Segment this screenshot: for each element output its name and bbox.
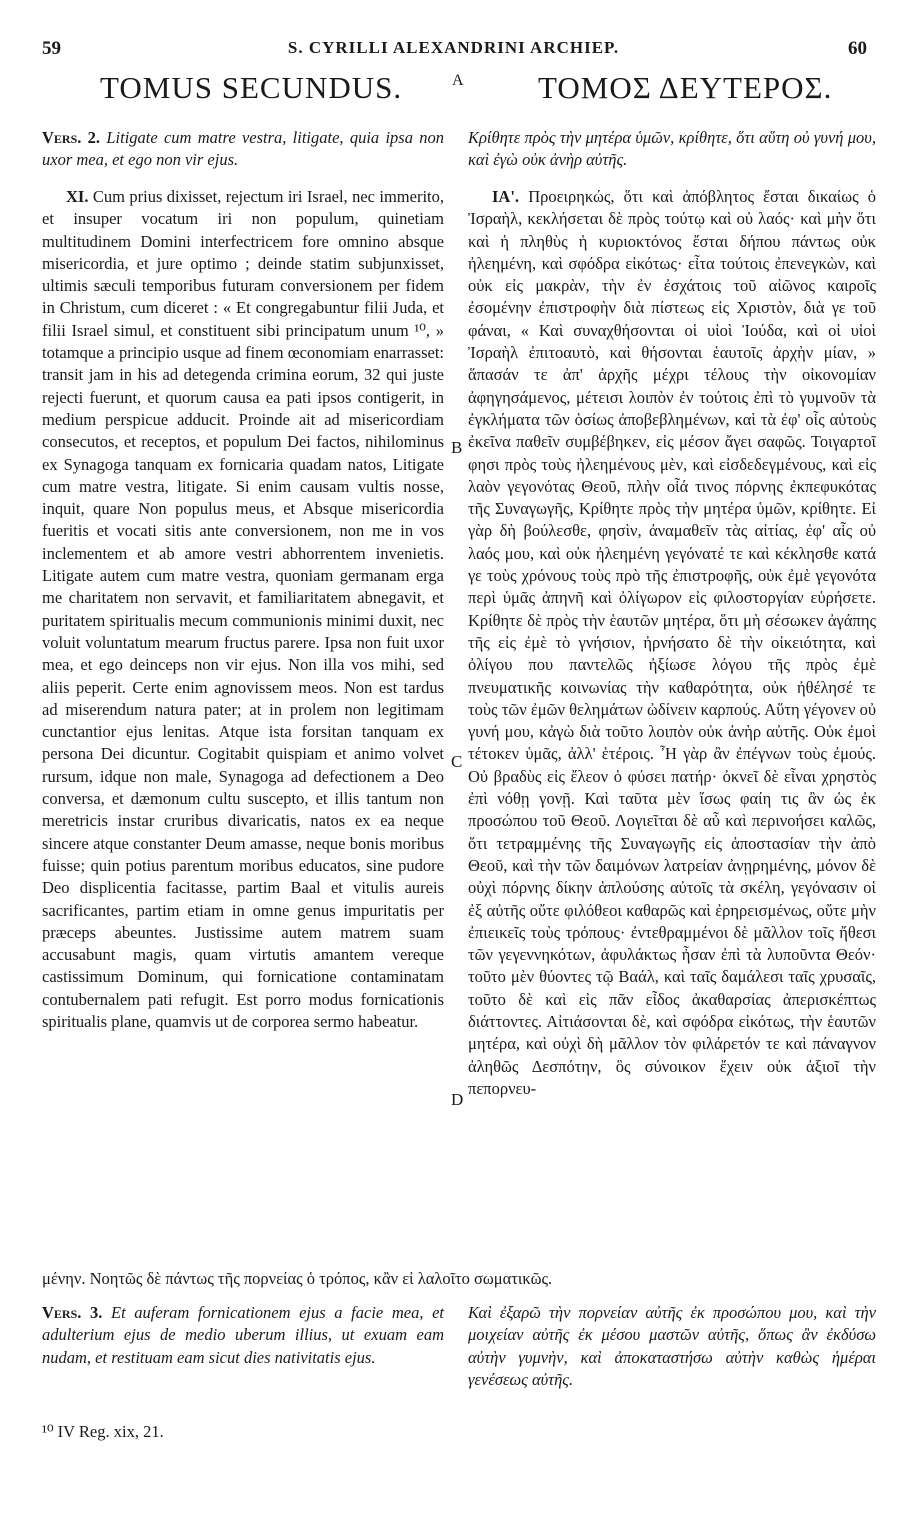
latin-verse-3-label: Vers. 3. [42, 1303, 103, 1322]
footnote: ¹⁰ IV Reg. xix, 21. [42, 1422, 164, 1441]
greek-section-ia [468, 186, 876, 1100]
margin-marker-a: A [452, 72, 464, 89]
page-number-right: 60 [848, 38, 867, 59]
margin-marker-b: B [451, 438, 463, 457]
greek-carryover-line [42, 1268, 876, 1290]
latin-verse-3-text: Et auferam fornicationem ejus a facie mea, et adulterium ejus de medio uberum illius, ut exuam eam nudam, et restituam eam sicut dies nativitatis ejus. [42, 1303, 444, 1367]
latin-section-xi [42, 186, 444, 1033]
latin-verse-2-label: Vers. 2. [42, 128, 101, 147]
latin-verse-2 [42, 127, 444, 172]
running-header [0, 38, 907, 62]
greek-verse-3-text: Καὶ ἐξαρῶ τὴν πορνείαν αὐτῆς ἐκ προσώπου μου, καὶ τὴν μοιχείαν αὐτῆς ἐκ μέσου μαστῶν αὐτῆς, ὅπως ἂν ἐκδύσω αὐτὴν γυμνὴν, καὶ ἀποκαταστήσω αὐτὴν καθὼς ἡμέραι γενέσεως αὐτῆς. [468, 1303, 876, 1389]
greek-verse-3 [468, 1302, 876, 1391]
greek-verse-2-text: Κρίθητε πρὸς τὴν μητέρα ὑμῶν, κρίθητε, ὅτι αὕτη οὐ γυνή μου, καὶ ἐγὼ οὐκ ἀνὴρ αὐτῆς. [468, 128, 876, 170]
margin-marker-c: C [451, 752, 463, 771]
page-number-left: 59 [42, 38, 61, 59]
greek-section-text: Προειρηκώς, ὅτι καὶ ἀπόβλητος ἔσται δικαίως ὁ Ἰσραὴλ, κεκλήσεται δὲ πρὸς τούτῳ καὶ οὐ λαός· καὶ μὴν ὅτι καὶ ἡ πληθὺς ἡ κυριοκτόνος ἔσται δήπου πάντως οὐκ ἠλεημένη, καὶ σφόδρα εἰκότως· εἶτα τούτοις ἐπενεγκὼν, καὶ οὐκ εἰς μακρὰν, τὴν ἐν ἐσχάτοις τοῦ αἰῶνος καιροῖς ἐσομένην ἐπιστροφὴν διὰ πίστεως εἰς Χριστὸν, διὰ γε τοῦ φάναι, « Καὶ συναχθήσονται οἱ υἱοὶ Ἰούδα, καὶ οἱ υἱοὶ Ἰσραὴλ ἐπιτοαυτὸ, καὶ θήσονται ἑαυτοῖς ἀρχὴν μίαν, » ἅπασάν τε ἀπ' ἀρχῆς μέχρι τέλους τὴν οἰκονομίαν ἀφηγησάμενος, μέτεισι λοιπὸν ἐν τούτοις ἐπὶ τὸ γυμνοῦν τὰ ἐγκλήματα τῶν ὁσίως ἀποβεβλημένων, καὶ τὰ ἐφ' οἷς αὐτοὺς ἐκεῖνα παθεῖν συμβέβηκεν, εἰς μέσον ἄγει σαφῶς. Τοιγαρτοῖ φησι πρὸς τοὺς ἠλεημένους μὲν, καὶ εἰσδεδεγμένους, καὶ εἰς λαὸν γεγονότας Θεοῦ, πλὴν οἷά τινος πόρνης ἐκπεφυκότας τῆς Συναγωγῆς, Κρίθητε πρὸς τὴν μητέρα ὑμῶν, κρίθητε. Εἰ γὰρ δὴ βούλεσθε, φησὶν, ἀναμαθεῖν τὰς αἰτίας, ἐφ' αἷς οὐ λαός μου, καὶ οὐκ ἠλεημένη γεγόνατέ τε καὶ κέκλησθε κατά γε τοὺς χρόνους τοὺς πρὸ τῆς ἐπιστροφῆς, οὐκ ἐμὲ γεγονότα περὶ ὑμᾶς ἀπηνῆ καὶ ὀλίγωρον εἰς φιλοστοργίαν εὑρήσετε. Κρίθητε δὲ πρὸς τὴν ἑαυτῶν μητέρα, ὅτι μὴ σέσωκεν ἀγάπης τῆς εἰς ἐμὲ τὸ γνήσιον, ἠρνήσατο δὲ τὴν οἰκειότητα, καὶ ὀλίγου που παντελῶς ἠξίωσε λόγου τῆς πρὸς ἐμὲ πνευματικῆς κοινωνίας τὴν καθαρότητα, οὐκ ἠθέλησέ τε τοὺς τῶν ἐμῶν θελημάτων ὠδίνειν καρπούς. Αὕτη γέγονεν οὐ γυνή μου, κἀγὼ διὰ τοῦτο λοιπὸν οὐκ ἀνὴρ αὐτῆς. Οὐκ ἐμοὶ τέτοκεν ὑμᾶς, ἀλλ' ἑτέροις. Ἦ γὰρ ἂν ἐπέγνων τοὺς ἐμούς. Οὐ βραδὺς εἰς ἔλεον ὁ φύσει πατήρ· ὀκνεῖ δὲ εἶναι χρηστὸς ἐπὶ νόθῃ γονῇ. Καὶ ταῦτα μὲν ἴσως φαίη τις ἂν ὡς ἐκ προσώπου τοῦ Θεοῦ. Λογιεῖται δὲ αὖ καὶ περινοήσει καλῶς, ὅτι τετραμμένης τῆς Συναγωγῆς εἰς ἀποστασίαν τὴν ἀπὸ Θεοῦ, καὶ τὴν τῶν δαιμόνων λατρείαν ἀνῃρημένης, μόνον δὲ οὐχὶ πόρνης δίκην ἁπλούσης αὐτοῖς τὰ σκέλη, γεγόνασιν οἱ ἐξ αὐτῆς οὔτε φιλόθεοι καθαρῶς καὶ ἐρηρεισμένως, οὔτε μὴν ἐπιεικεῖς τοὺς τρόπους· ἐντεθραμμένοι δὲ μᾶλλον τοῖς ἤθεσι τῶν γεγεννηκότων, ἀφυλάκτως ἦσαν ἐπὶ τὰ λυποῦντα Θεόν· τοῦτο μὲν θύοντες τῷ Βαάλ, καὶ ταῖς δαμάλεσι ταῖς χρυσαῖς, τοῦτο δὲ καὶ εἰς πᾶν εἶδος ἀκαθαρσίας ἀπερισκέπτως διάττοντες. Αἰτιάσονται δὲ, καὶ σφόδρα εἰκότως, τὴν ἑαυτῶν μητέρα, καὶ οὐχὶ δὴ μᾶλλον τὸν φιλάρετόν τε καὶ πάναγνον ἀληθῶς Δεσπότην, ὃς σύνοικον ἔχειν οὐκ ἀξιοῖ τὴν πεπορνευ- [468, 187, 877, 1098]
greek-tome-title: ΤΟΜΟΣ ΔΕΥΤΕΡΟΣ. [538, 70, 833, 105]
running-title: S. CYRILLI ALEXANDRINI ARCHIEP. [287, 38, 620, 57]
latin-section-text: Cum prius dixisset, rejectum iri Israel, nec immerito, et insuper vocatum iri non populum, quinetiam multitudinem Domini interfectricem fore omnino absque misericordia, et jure optimo ; deinde statim subjunxisset, ultimis sæculi temporibus futuram conversionem per fidem in Christum, cum diceret : « Et congregabuntur filii Juda, et filii Israel simul, et constituent sibi principatum unum ¹⁰, » totamque a principio usque ad finem œconomiam enarrasset: transit jam in his ad detegenda crimina eorum, 32 qui juste rejecti fuerunt, et quorum causa ea pati ipsos contigerit, in medium perspicue adducit. Proinde ait ad misericordiam consecutos, et receptos, et populum Dei factos, nihilominus ex Synagoga tanquam ex fornicaria quadam natos, Litigate cum matre vestra, litigate. Si enim causam vultis nosse, inquit, quare Non populus meus, et Absque misericordia fueritis et vocati sitis ante conversionem, non me in vos inclementem et ab amore vestri abhorrentem invenietis. Litigate autem cum matre vestra, quoniam germanam erga me charitatem non servavit, et familiaritatem abnegavit, et puritatem spiritualis mecum communionis minimi duxit, nec voluit voluntatum mearum fructus parere. Ipsa non fuit uxor mea, et ego deinceps non vir ejus. Non illa vos mihi, sed aliis peperit. Certe enim agnovissem meos. Non est tardus ad miserendum natura pater; at in prolem non legitimam cunctantior ejus lenitas. Atque ista forsitan tanquam ex persona Dei dicuntur. Cogitabit quispiam et animo volvet rursum, idque non male, Synagoga ad defectionem a Deo conversa, et dæmonum cultu suscepto, et illis tantum non meretricis instar cruribus divaricatis, natos ex ea neque sincere atque constanter Deum amasse, neque bonis moribus fuisse; quin potius parentum moribus educatos, sine pudore Deo displicentia facitasse, partim Baal et vitulis aureis sacrificantes, partim etiam in omne genus impuritatis per præceps abeuntes. Justissime autem matrem suam accusabunt magis, quam virtutis amantem vereque castissimum Dominum, qui fornicatione contaminatam contubernalem pati refugit. Est porro modus fornicationis spiritualis plane, quamvis ut de corporea sermo habeatur. [42, 187, 444, 1031]
latin-verse-2-text: Litigate cum matre vestra, litigate, quia ipsa non uxor mea, et ego non vir ejus. [42, 128, 445, 170]
latin-section-label: XI. [66, 187, 89, 206]
greek-section-label: ΙΑ'. [492, 187, 520, 206]
latin-tome-title: TOMUS SECUNDUS. [100, 70, 403, 105]
latin-verse-3 [42, 1302, 444, 1369]
greek-verse-2 [468, 127, 876, 172]
greek-carryover-text: μένην. Νοητῶς δὲ πάντως τῆς πορνείας ὁ τρόπος, κἂν εἰ λαλοῖτο σωματικῶς. [42, 1269, 553, 1288]
margin-marker-d: D [451, 1090, 464, 1109]
